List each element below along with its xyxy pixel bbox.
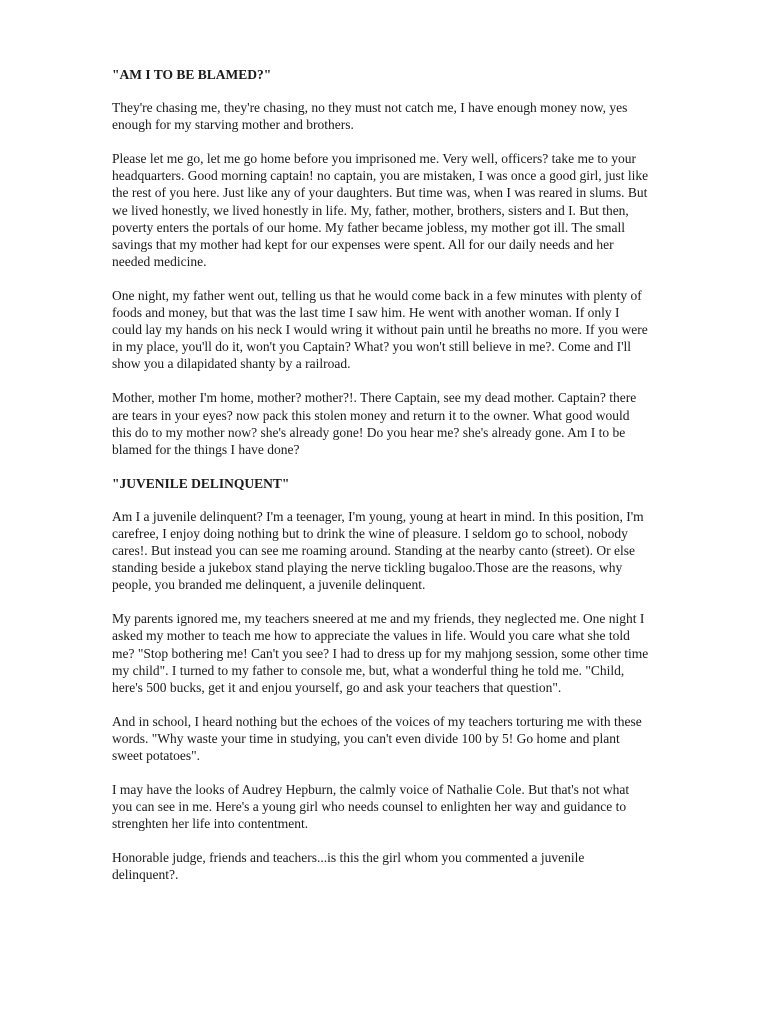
- paragraph: Mother, mother I'm home, mother? mother?!. There Captain, see my dead mother. Captain? there are tears in your eyes? now pack this stolen money and return it to the owner. What good would this do to my mother now? she's already gone! Do you hear me? she's already gone. Am I to be blamed for the things I have done?: [112, 390, 637, 457]
- paragraph: One night, my father went out, telling us that he would come back in a few minutes with plenty of foods and money, but that was the last time I saw him. He went with another woman. If only I could lay my hands on his neck I would wring it without pain until he breaths no more. If you were in my place, you'll do it, won't you Captain? What? you won't still believe in me?. Come and I'll show you a dilapidated shanty by a railroad.: [112, 287, 648, 372]
- paragraph: I may have the looks of Audrey Hepburn, the calmly voice of Nathalie Cole. But that's not what you can see in me. Here's a young girl who needs counsel to enlighten her way and guidance to strenghten her life into contentment.: [112, 782, 630, 832]
- paragraph: My parents ignored me, my teachers sneered at me and my friends, they neglected me. One night I asked my mother to teach me how to appreciate the values in life. Would you care what she told me? "Stop bothering me! Can't you see? I had to dress up for my mahjong session, some other time my child". I turned to my father to console me, but, what a wonderful thing he told me. "Child, here's 500 bucks, get it and enjou yourself, go and ask your teachers that question".: [112, 611, 649, 695]
- poem-section-juvenile-delinquent: [112, 475, 728, 884]
- paragraph: They're chasing me, they're chasing, no they must not catch me, I have enough money now, yes enough for my starving mother and brothers.: [112, 100, 628, 133]
- paragraph: Please let me go, let me go home before you imprisoned me. Very well, officers? take me to your headquarters. Good morning captain! no captain, you are mistaken, I was once a good girl, just like the rest of you here. Just like any of your daughters. But time was, when I was reared in slums. But we lived honestly, we lived honestly in life. My, father, mother, brothers, sisters and I. But then, poverty enters the portals of our home. My father became jobless, my mother got ill. The small savings that my mother had kept for our expenses were spent. All for our daily needs and her needed medicine.: [112, 151, 649, 269]
- poem-section-am-i-to-be-blamed: [112, 66, 728, 458]
- section-title: "JUVENILE DELINQUENT": [112, 475, 290, 491]
- paragraph: Am I a juvenile delinquent? I'm a teenager, I'm young, young at heart in mind. In this position, I'm carefree, I enjoy doing nothing but to drink the wine of pleasure. I seldom go to school, nobody cares!. But instead you can see me roaming around. Standing at the nearby canto (street). Or else standing beside a jukebox stand playing the nerve tickling bugaloo.Those are the reasons, why people, you branded me delinquent, a juvenile delinquent.: [112, 508, 644, 593]
- section-title: "AM I TO BE BLAMED?": [112, 67, 272, 82]
- paragraph: And in school, I heard nothing but the echoes of the voices of my teachers torturing me with these words. "Why waste your time in studying, you can't even divide 100 by 5! Go home and plant sweet potatoes".: [112, 713, 642, 763]
- paragraph: Honorable judge, friends and teachers...is this the girl whom you commented a juvenile delinquent?.: [112, 850, 585, 883]
